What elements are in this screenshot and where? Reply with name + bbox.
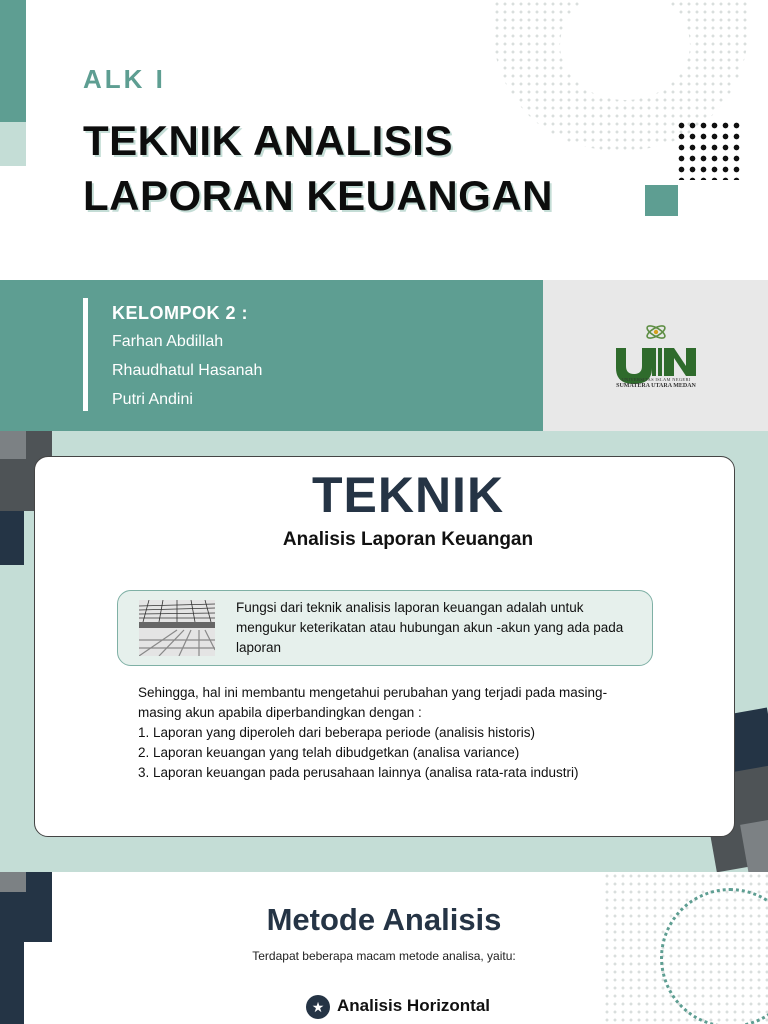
star-icon: ★: [306, 995, 330, 1019]
divider-line: [83, 298, 88, 411]
method-item-horizontal: Analisis Horizontal: [337, 996, 491, 1015]
member-2: Rhaudhatul Hasanah: [112, 362, 263, 379]
body-intro: Sehingga, hal ini membantu mengetahui perubahan yang terjadi pada masing-masing akun apabila diperbandingkan dengan :: [138, 685, 608, 720]
title-line-1: TEKNIK ANALISIS: [83, 117, 453, 164]
decorative-block: [0, 511, 24, 565]
card-subtitle: Analisis Laporan Keuangan: [282, 529, 534, 550]
list-item: 2. Laporan keuangan yang telah dibudgetkan (analisa variance): [138, 745, 520, 760]
decorative-dot-grid: [676, 120, 740, 180]
building-image: [139, 600, 215, 656]
list-item: 3. Laporan keuangan pada perusahaan lainnya (analisa rata-rata industri): [138, 765, 579, 780]
title-line-2: LAPORAN KEUANGAN: [83, 172, 553, 219]
logo-caption-2: SUMATERA UTARA MEDAN: [616, 383, 696, 389]
card-body: [138, 683, 638, 783]
info-text: Fungsi dari teknik analisis laporan keuangan adalah untuk mengukur keterikatan atau hubungan akun -akun yang ada pada laporan: [236, 600, 624, 655]
decorative-left-bar: [0, 0, 26, 122]
decorative-block: [0, 431, 26, 459]
decorative-block: [0, 872, 26, 892]
group-label: KELOMPOK 2 :: [112, 303, 249, 323]
logo-caption-1: UNIVERSITAS ISLAM NEGERI: [621, 377, 691, 382]
method-title: Metode Analisis: [266, 902, 502, 937]
course-subtitle: ALK I: [83, 64, 166, 94]
member-3: Putri Andini: [112, 391, 193, 408]
card-title: TEKNIK: [311, 467, 505, 523]
member-1: Farhan Abdillah: [112, 333, 224, 350]
method-subtitle: Terdapat beberapa macam metode analisa, yaitu:: [252, 949, 516, 963]
decorative-square: [645, 185, 678, 216]
page-title: [83, 113, 553, 223]
group-band: [0, 280, 543, 431]
cover-header: [0, 0, 768, 280]
decorative-left-bar-light: [0, 122, 26, 166]
list-item: 1. Laporan yang diperoleh dari beberapa periode (analisis historis): [138, 725, 535, 740]
